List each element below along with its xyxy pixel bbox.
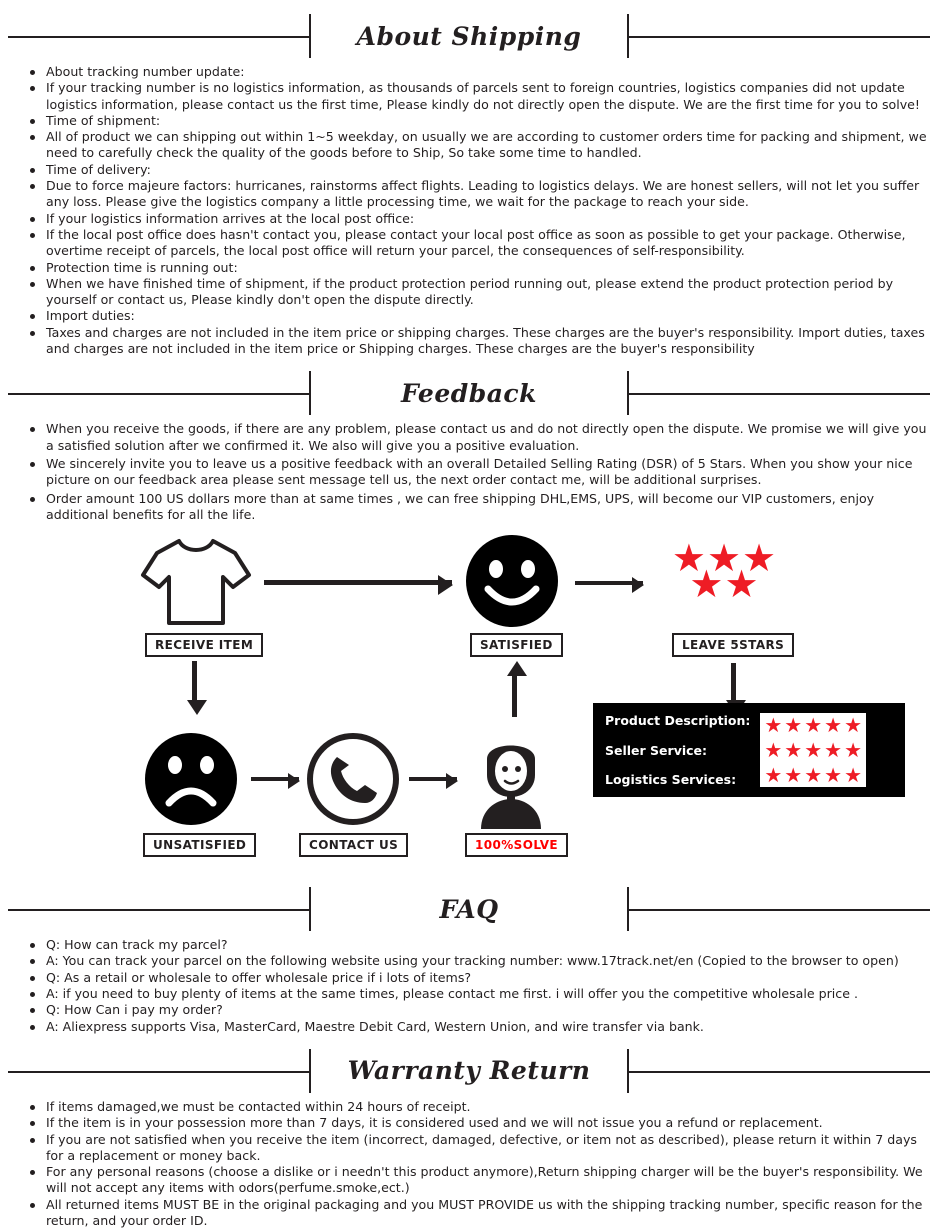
rating-label-column: [605, 713, 750, 787]
rating-stars-row: [764, 763, 863, 788]
arrow-stars-to-rating-panel: [731, 663, 736, 701]
list-item: Import duties:: [44, 308, 930, 324]
caption-satisfied: SATISFIED: [470, 633, 563, 657]
star-icon: ★: [764, 713, 783, 738]
tshirt-icon: [137, 535, 255, 631]
star-icon: ★: [706, 536, 742, 581]
faq-bullet-list: [8, 937, 930, 1035]
support-agent-icon: [465, 729, 557, 833]
section-title-box: [309, 1049, 629, 1093]
arrow-unsatisfied-to-contact: [251, 777, 299, 781]
list-item: A: Aliexpress supports Visa, MasterCard, Maestre Debit Card, Western Union, and wire transfer via bank.: [44, 1019, 930, 1035]
list-item: Q: How Can i pay my order?: [44, 1002, 930, 1018]
shipping-bullet-list: [8, 64, 930, 357]
rating-stars-row: [764, 713, 863, 738]
star-icon: ★: [804, 738, 823, 763]
star-icon: ★: [784, 738, 803, 763]
list-item: All returned items MUST BE in the original packaging and you MUST PROVIDE us with the shipping tracking number, specific reason for the return, and your order ID.: [44, 1197, 930, 1230]
section-header-shipping: [8, 14, 930, 58]
section-header-feedback: [8, 371, 930, 415]
star-icon: ★: [724, 562, 759, 607]
rating-stars-column: [760, 713, 866, 787]
star-icon: ★: [824, 713, 843, 738]
arrow-satisfied-to-stars: [575, 581, 643, 585]
star-icon: ★: [804, 713, 823, 738]
star-icon: ★: [804, 763, 823, 788]
star-icon: ★: [764, 763, 783, 788]
section-header-warranty: [8, 1049, 930, 1093]
star-icon: ★: [689, 562, 724, 607]
list-item: A: You can track your parcel on the following website using your tracking number: www.17track.net/en (Copied to the browser to open): [44, 953, 930, 969]
caption-contact-us: CONTACT US: [299, 833, 408, 857]
page-title-warranty: Warranty Return: [347, 1056, 591, 1086]
phone-icon: [307, 733, 399, 829]
arrow-receive-to-satisfied: [264, 580, 452, 585]
list-item: A: if you need to buy plenty of items at the same times, please contact me first. i will offer you the competitive wholesale price .: [44, 986, 930, 1002]
warranty-bullet-list: [8, 1099, 930, 1229]
section-title-box: [309, 371, 629, 415]
star-icon: ★: [844, 713, 863, 738]
star-icon: ★: [844, 763, 863, 788]
feedback-flow-diagram: [9, 533, 929, 873]
list-item: If your tracking number is no logistics information, as thousands of parcels sent to foreign countries, logistics companies did not update logistics information, please contact us the first time, Please kindly do not directly open the dispute. We are the first time for you to solve!: [44, 80, 930, 113]
list-item: Q: As a retail or wholesale to offer wholesale price if i lots of items?: [44, 970, 930, 986]
arrow-contact-to-solve: [409, 777, 457, 781]
list-item: Order amount 100 US dollars more than at same times , we can free shipping DHL,EMS, UPS, will become our VIP customers, enjoy additional benefits for all the life.: [44, 491, 930, 524]
star-icon: ★: [784, 763, 803, 788]
section-header-faq: [8, 887, 930, 931]
list-item: Due to force majeure factors: hurricanes, rainstorms affect flights. Leading to logistics delays. We are honest sellers, will not let you suffer any loss. Please give the logistics company a little processing time, we wait for the package to reach your side.: [44, 178, 930, 211]
smiley-face-icon: [464, 533, 560, 633]
rating-label-logistics-services: Logistics Services:: [605, 772, 737, 788]
list-item: Protection time is running out:: [44, 260, 930, 276]
list-item: All of product we can shipping out within 1~5 weekday, on usually we are according to customer orders time for packing and shipment, we need to carefully check the quality of the goods before to Ship, So take some time to handled.: [44, 129, 930, 162]
page-title-faq: FAQ: [439, 894, 499, 924]
page-title-shipping: About Shipping: [356, 21, 582, 51]
rating-label-product-description: Product Description:: [605, 713, 751, 729]
list-item: About tracking number update:: [44, 64, 930, 80]
arrow-receive-to-unsatisfied: [192, 661, 197, 701]
section-title-box: [309, 887, 629, 931]
list-item: If the local post office does hasn't contact you, please contact your local post office as soon as possible to get your package. Otherwise, overtime receipt of parcels, the local post office will return your parcel, the consequences of self-responsibility.: [44, 227, 930, 260]
five-stars-icon: [649, 536, 799, 607]
page-title-feedback: Feedback: [401, 378, 537, 408]
list-item: If your logistics information arrives at the local post office:: [44, 211, 930, 227]
list-item: Time of delivery:: [44, 162, 930, 178]
list-item: For any personal reasons (choose a dislike or i needn't this product anymore),Return shipping charger will be the buyer's responsibility. We will not accept any items with odors(perfume.smoke,ect.): [44, 1164, 930, 1197]
list-item: If you are not satisfied when you receive the item (incorrect, damaged, defective, or item not as described), please return it within 7 days for a replacement or money back.: [44, 1132, 930, 1165]
star-icon: ★: [764, 738, 783, 763]
feedback-bullet-list: [8, 421, 930, 523]
caption-leave-5stars: LEAVE 5STARS: [672, 633, 794, 657]
section-title-box: [309, 14, 629, 58]
star-icon: ★: [824, 738, 843, 763]
star-icon: ★: [742, 536, 777, 581]
caption-unsatisfied: UNSATISFIED: [143, 833, 256, 857]
rating-stars-row: [764, 738, 863, 763]
caption-solve: 100%SOLVE: [465, 833, 568, 857]
document-page: [0, 14, 938, 1231]
star-icon: ★: [784, 713, 803, 738]
list-item: Taxes and charges are not included in the item price or shipping charges. These charges are the buyer's responsibility. Import duties, taxes and charges are not included in the item price or Shipping charges. These charges are the buyer's responsibility: [44, 325, 930, 358]
list-item: Q: How can track my parcel?: [44, 937, 930, 953]
list-item: When you receive the goods, if there are any problem, please contact us and do not directly open the dispute. We promise we will give you a satisfied solution after we confirmed it. We also will give you a positive evaluation.: [44, 421, 930, 454]
star-icon: ★: [671, 536, 706, 581]
arrow-solve-to-satisfied: [512, 675, 517, 717]
sad-face-icon: [143, 731, 239, 831]
dsr-rating-panel: [593, 703, 905, 797]
caption-receive-item: RECEIVE ITEM: [145, 633, 263, 657]
rating-label-seller-service: Seller Service:: [605, 742, 708, 758]
star-icon: ★: [824, 763, 843, 788]
list-item: If items damaged,we must be contacted within 24 hours of receipt.: [44, 1099, 930, 1115]
list-item: Time of shipment:: [44, 113, 930, 129]
list-item: If the item is in your possession more than 7 days, it is considered used and we will not issue you a refund or replacement.: [44, 1115, 930, 1131]
list-item: When we have finished time of shipment, if the product protection period running out, please extend the product protection period by yourself or contact us, Please kindly don't open the dispute directly.: [44, 276, 930, 309]
list-item: We sincerely invite you to leave us a positive feedback with an overall Detailed Selling Rating (DSR) of 5 Stars. When you show your nice picture on our feedback area please sent message tell us, the next order contact me, will be additional surprises.: [44, 456, 930, 489]
star-icon: ★: [844, 738, 863, 763]
